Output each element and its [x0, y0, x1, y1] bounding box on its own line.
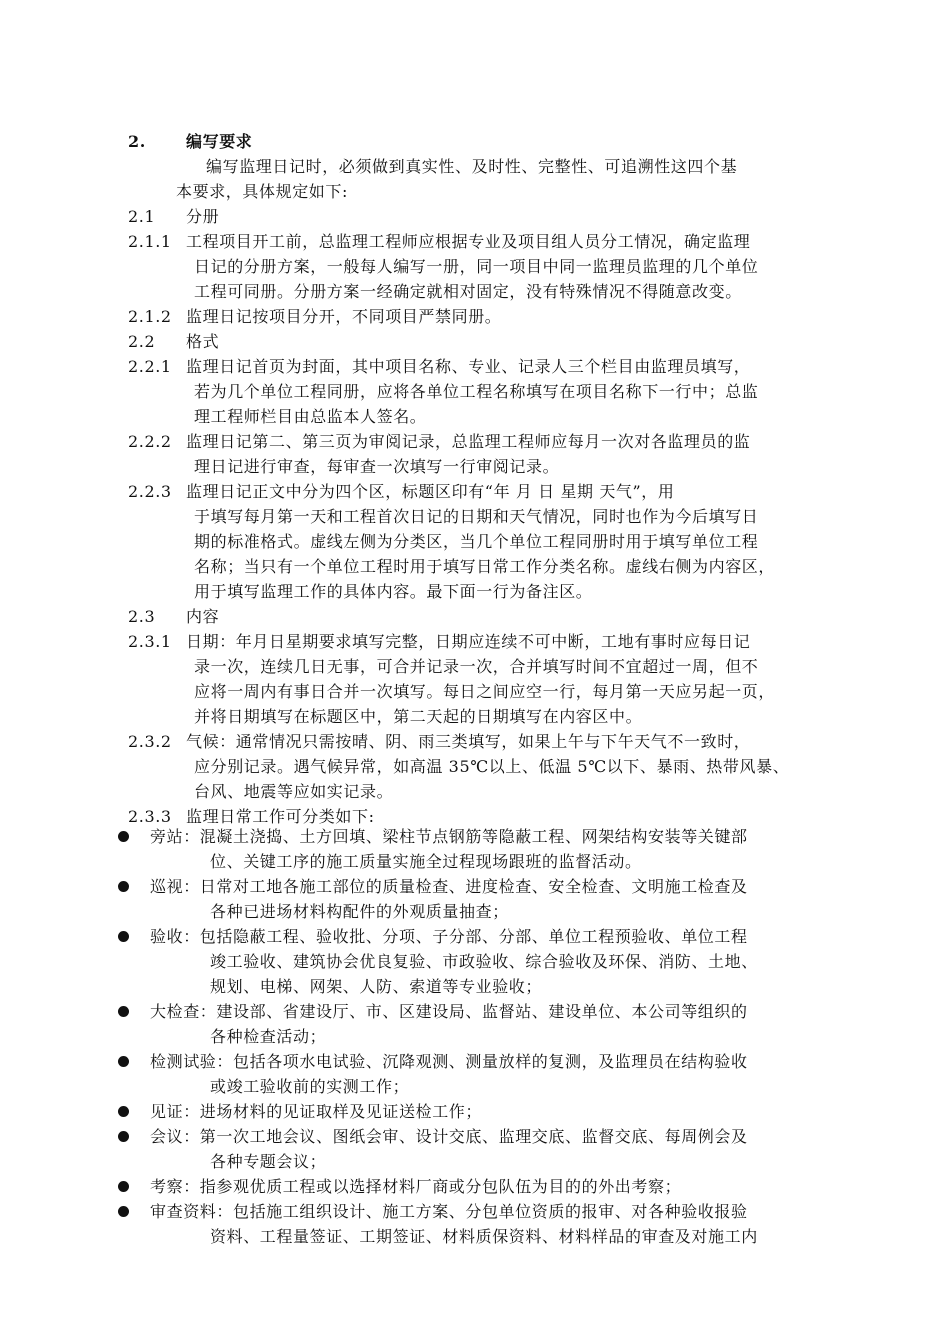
intro-line: 编写监理日记时，必须做到真实性、及时性、完整性、可追溯性这四个基 — [206, 157, 738, 176]
item-line: 理工程师栏目由总监本人签名。 — [194, 407, 427, 426]
bullet-line: 各种已进场材料构配件的外观质量抽查； — [210, 902, 509, 921]
bullet-icon — [118, 1181, 129, 1192]
bullet-icon — [118, 1056, 129, 1067]
item-line: 录一次，连续几日无事，可合并记录一次，合并填写时间不宜超过一周，但不 — [194, 657, 759, 676]
bullet-icon — [118, 881, 129, 892]
item-line: 监理日记正文中分为四个区，标题区印有“年 月 日 星期 天气”，用 — [186, 482, 675, 501]
item-line: 应分别记录。遇气候异常，如高温 35℃以上、低温 5℃以下、暴雨、热带风暴、 — [194, 757, 790, 776]
item-line: 理日记进行审查，每审查一次填写一行审阅记录。 — [194, 457, 560, 476]
item-line: 监理日记首页为封面，其中项目名称、专业、记录人三个栏目由监理员填写， — [186, 357, 751, 376]
subsection-number: 2.2 — [128, 332, 156, 351]
bullet-line: 大检查：建设部、省建设厅、市、区建设局、监督站、建设单位、本公司等组织的 — [150, 1002, 748, 1021]
subsection-title: 分册 — [186, 207, 220, 226]
section-title: 编写要求 — [186, 132, 253, 151]
item-number: 2.2.1 — [128, 357, 172, 376]
item-line: 监理日记第二、第三页为审阅记录，总监理工程师应每月一次对各监理员的监 — [186, 432, 751, 451]
subsection-number: 2.1 — [128, 207, 156, 226]
item-line: 日记的分册方案，一般每人编写一册，同一项目中同一监理员监理的几个单位 — [194, 257, 759, 276]
item-line: 工程可同册。分册方案一经确定就相对固定，没有特殊情况不得随意改变。 — [194, 282, 742, 301]
item-line: 监理日常工作可分类如下: — [186, 807, 375, 826]
intro-line: 本要求，具体规定如下: — [176, 182, 348, 201]
item-number: 2.1.2 — [128, 307, 172, 326]
item-number: 2.2.3 — [128, 482, 172, 501]
item-line: 用于填写监理工作的具体内容。最下面一行为备注区。 — [194, 582, 593, 601]
bullet-line: 见证：进场材料的见证取样及见证送检工作； — [150, 1102, 483, 1121]
bullet-line: 或竣工验收前的实测工作； — [210, 1077, 410, 1096]
item-line: 监理日记按项目分开，不同项目严禁同册。 — [186, 307, 502, 326]
item-line: 期的标准格式。虚线左侧为分类区，当几个单位工程同册时用于填写单位工程 — [194, 532, 759, 551]
section-number: 2. — [128, 132, 146, 151]
item-line: 气候：通常情况只需按晴、阴、雨三类填写，如果上午与下午天气不一致时， — [186, 732, 751, 751]
bullet-line: 资料、工程量签证、工期签证、材料质保资料、材料样品的审查及对施工内 — [210, 1227, 758, 1246]
item-number: 2.3.1 — [128, 632, 172, 651]
item-number: 2.1.1 — [128, 232, 172, 251]
bullet-line: 验收：包括隐蔽工程、验收批、分项、子分部、分部、单位工程预验收、单位工程 — [150, 927, 748, 946]
item-line: 若为几个单位工程同册，应将各单位工程名称填写在项目名称下一行中；总监 — [194, 382, 759, 401]
bullet-line: 会议：第一次工地会议、图纸会审、设计交底、监理交底、监督交底、每周例会及 — [150, 1127, 748, 1146]
item-line: 于填写每月第一天和工程首次日记的日期和天气情况，同时也作为今后填写日 — [194, 507, 759, 526]
item-line: 日期：年月日星期要求填写完整，日期应连续不可中断，工地有事时应每日记 — [186, 632, 751, 651]
bullet-line: 审查资料：包括施工组织设计、施工方案、分包单位资质的报审、对各种验收报验 — [150, 1202, 748, 1221]
bullet-line: 旁站：混凝土浇捣、土方回填、梁柱节点钢筋等隐蔽工程、网架结构安装等关键部 — [150, 827, 748, 846]
item-line: 台风、地震等应如实记录。 — [194, 782, 394, 801]
bullet-line: 巡视：日常对工地各施工部位的质量检查、进度检查、安全检查、文明施工检查及 — [150, 877, 748, 896]
bullet-line: 各种专题会议； — [210, 1152, 327, 1171]
item-number: 2.3.2 — [128, 732, 172, 751]
item-number: 2.3.3 — [128, 807, 172, 826]
bullet-line: 考察：指参观优质工程或以选择材料厂商或分包队伍为目的的外出考察； — [150, 1177, 682, 1196]
subsection-title: 格式 — [186, 332, 220, 351]
bullet-icon — [118, 1206, 129, 1217]
item-number: 2.2.2 — [128, 432, 172, 451]
item-line: 名称；当只有一个单位工程时用于填写日常工作分类名称。虚线右侧为内容区， — [194, 557, 776, 576]
bullet-line: 检测试验：包括各项水电试验、沉降观测、测量放样的复测，及监理员在结构验收 — [150, 1052, 748, 1071]
item-line: 并将日期填写在标题区中，第二天起的日期填写在内容区中。 — [194, 707, 643, 726]
item-line: 应将一周内有事日合并一次填写。每日之间应空一行，每月第一天应另起一页， — [194, 682, 776, 701]
item-line: 工程项目开工前，总监理工程师应根据专业及项目组人员分工情况，确定监理 — [186, 232, 751, 251]
bullet-icon — [118, 1006, 129, 1017]
bullet-icon — [118, 1131, 129, 1142]
bullet-line: 规划、电梯、网架、人防、索道等专业验收； — [210, 977, 543, 996]
subsection-number: 2.3 — [128, 607, 156, 626]
bullet-icon — [118, 931, 129, 942]
subsection-title: 内容 — [186, 607, 220, 626]
bullet-icon — [118, 1106, 129, 1117]
bullet-line: 竣工验收、建筑协会优良复验、市政验收、综合验收及环保、消防、土地、 — [210, 952, 758, 971]
bullet-icon — [118, 831, 129, 842]
bullet-line: 各种检查活动； — [210, 1027, 327, 1046]
bullet-line: 位、关键工序的施工质量实施全过程现场跟班的监督活动。 — [210, 852, 642, 871]
